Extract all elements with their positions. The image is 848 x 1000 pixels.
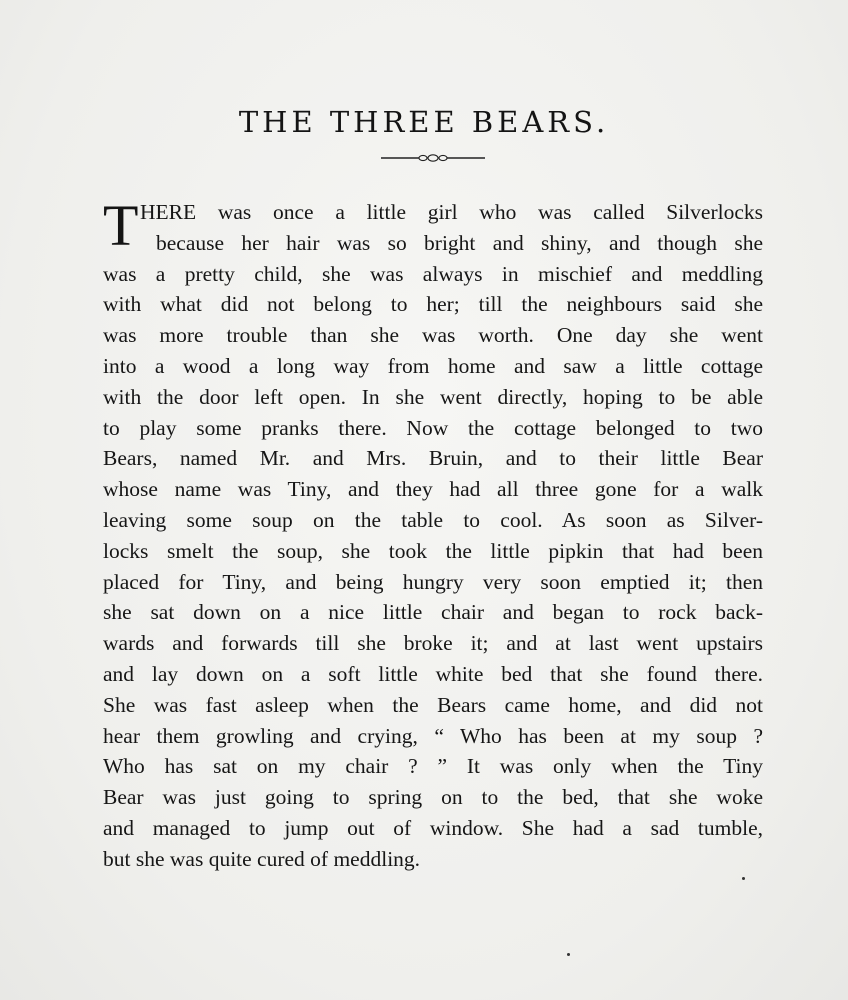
text-line: to play some pranks there. Now the cottage belonged to two: [103, 415, 763, 440]
text-line: was more trouble than she was worth. One day she went: [103, 323, 763, 348]
text-line: and managed to jump out of window. She had a sad tumble,: [103, 815, 763, 840]
text-line: was a pretty child, she was always in mischief and meddling: [103, 261, 763, 286]
page-title: THE THREE BEARS.: [238, 105, 610, 140]
drop-cap: T: [103, 193, 139, 258]
text-line: Bears, named Mr. and Mrs. Bruin, and to their little Bear: [103, 446, 763, 471]
text-line: locks smelt the soup, she took the little pipkin that had been: [103, 538, 763, 563]
text-line: she sat down on a nice little chair and began to rock back-: [103, 600, 763, 625]
text-line: because her hair was so bright and shiny, and though she: [156, 230, 763, 255]
text-line: hear them growling and crying, “ Who has been at my soup ?: [103, 723, 763, 748]
text-line: leaving some soup on the table to cool. As soon as Silver-: [103, 507, 763, 532]
text-line: HERE was once a little girl who was called Silverlocks: [140, 200, 763, 224]
text-line: Bear was just going to spring on to the bed, that she woke: [103, 785, 763, 810]
text-line: into a wood a long way from home and saw a little cottage: [103, 353, 763, 378]
text-line: with what did not belong to her; till the neighbours said she: [103, 292, 763, 317]
text-line: and lay down on a soft little white bed that she found there.: [103, 661, 763, 686]
ink-speck: [742, 877, 745, 880]
story-text: [103, 193, 763, 875]
text-line: She was fast asleep when the Bears came home, and did not: [103, 692, 763, 717]
text-line: Who has sat on my chair ? ” It was only when the Tiny: [103, 754, 763, 779]
text-line: but she was quite cured of meddling.: [103, 846, 421, 871]
text-line: whose name was Tiny, and they had all three gone for a walk: [103, 477, 763, 502]
text-line: placed for Tiny, and being hungry very soon emptied it; then: [103, 569, 763, 594]
text-line: wards and forwards till she broke it; and at last went upstairs: [103, 631, 763, 656]
title-ornament-divider: [381, 151, 485, 165]
text-line: with the door left open. In she went directly, hoping to be able: [103, 384, 763, 409]
ink-speck: [567, 953, 570, 956]
